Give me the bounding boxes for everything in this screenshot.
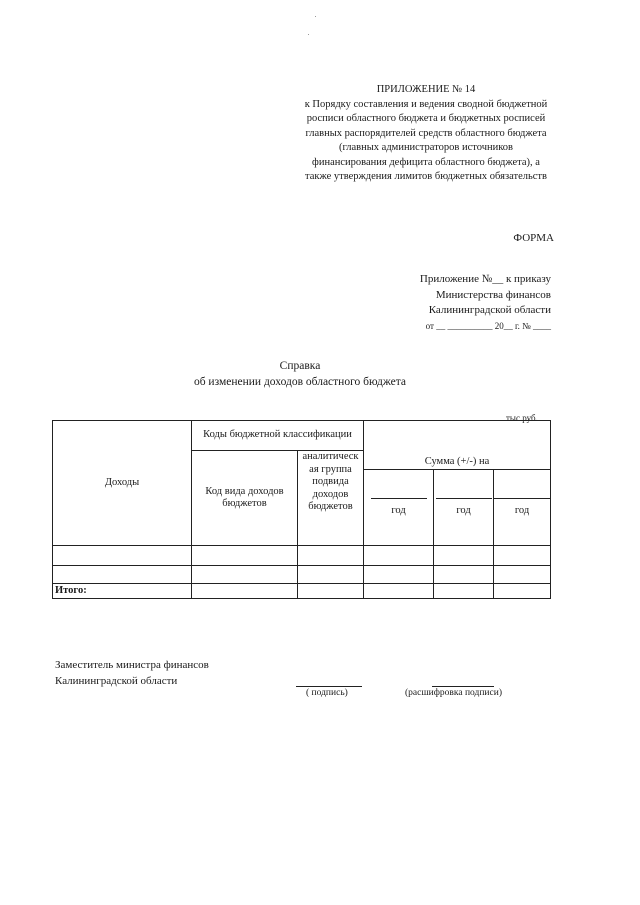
form-label: ФОРМА: [513, 232, 554, 244]
empty-cell: [434, 566, 494, 584]
unit-label: тыс.руб.: [506, 413, 538, 423]
title-line: Справка: [279, 360, 321, 372]
order-reference: [420, 272, 551, 334]
order-line: Калининградской области: [428, 304, 551, 316]
year-fill-line: [494, 498, 550, 499]
header-year-2: год: [434, 470, 494, 546]
appendix-text-line: также утверждения лимитов бюджетных обязательств: [305, 171, 547, 182]
year-fill-line: [371, 498, 427, 499]
appendix-text-line: финансирования дефицита областного бюджета), а: [312, 156, 540, 168]
document-title: [150, 358, 450, 390]
decoding-caption: (расшифровка подписи): [405, 688, 502, 698]
header-analytic-group: аналитическ ая группа подвида доходов бюджетов: [298, 451, 364, 546]
empty-cell: [53, 546, 192, 566]
appendix-text-line: росписи областного бюджета и бюджетных росписей: [306, 113, 546, 124]
header-year-3: год: [494, 470, 551, 546]
decoding-line: [432, 686, 494, 687]
empty-cell: [298, 546, 364, 566]
empty-cell: [192, 566, 298, 584]
order-line: Министерства финансов: [435, 288, 551, 301]
header-sum: Сумма (+/-) на: [364, 421, 551, 470]
title-line: об изменении доходов областного бюджета: [193, 376, 407, 388]
header-year-1: год: [364, 470, 434, 546]
appendix-text-line: (главных администраторов источников: [339, 142, 513, 153]
scan-dot: [315, 16, 316, 17]
scan-dot: [308, 34, 309, 35]
empty-cell: [298, 584, 364, 599]
table-row: [53, 546, 551, 566]
position-line: Калининградской области: [55, 675, 178, 687]
empty-cell: [364, 584, 434, 599]
position-line: Заместитель министра финансов: [55, 659, 209, 671]
appendix-text-line: главных распорядителей средств областного бюджета: [305, 127, 547, 139]
header-income-type-code: Код вида доходов бюджетов: [192, 451, 298, 546]
appendix-header: [288, 83, 564, 185]
year-fill-line: [436, 498, 492, 499]
header-budget-codes: Коды бюджетной классификации: [192, 421, 364, 451]
empty-cell: [364, 546, 434, 566]
income-change-table: [52, 420, 551, 599]
signature-line: [296, 686, 362, 687]
table-row: [53, 566, 551, 584]
total-label: Итого:: [53, 584, 192, 599]
signature-caption: ( подпись): [306, 688, 348, 698]
empty-cell: [192, 584, 298, 599]
empty-cell: [494, 584, 551, 599]
signatory-position: [55, 657, 209, 689]
empty-cell: [494, 566, 551, 584]
empty-cell: [434, 546, 494, 566]
order-line: Приложение №__ к приказу: [419, 273, 551, 285]
appendix-text-line: к Порядку составления и ведения сводной бюджетной: [304, 98, 548, 110]
empty-cell: [192, 546, 298, 566]
total-row: [53, 584, 551, 599]
header-income: Доходы: [53, 421, 192, 546]
empty-cell: [298, 566, 364, 584]
order-date-number: от __ __________ 20__ г. № ____: [425, 320, 551, 331]
empty-cell: [53, 566, 192, 584]
empty-cell: [364, 566, 434, 584]
appendix-title: ПРИЛОЖЕНИЕ № 14: [376, 84, 476, 95]
empty-cell: [434, 584, 494, 599]
empty-cell: [494, 546, 551, 566]
